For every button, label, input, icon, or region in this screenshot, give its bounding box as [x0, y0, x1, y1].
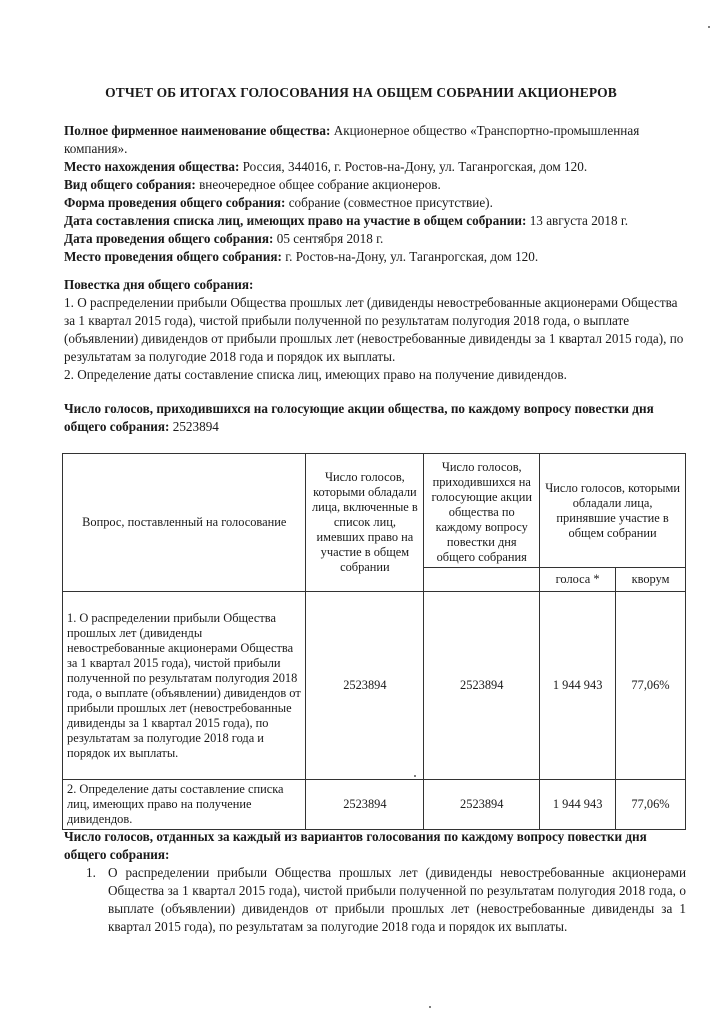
table-row [63, 592, 686, 780]
votes-total-value: 2523894 [169, 419, 219, 434]
options-heading-2: общего собрания: [64, 847, 170, 862]
meeting-place-value: г. Ростов-на-Дону, ул. Таганрогская, дом 120. [281, 249, 539, 264]
votes-total-label-2: общего собрания: [64, 419, 170, 434]
meeting-kind-line [64, 176, 684, 194]
list-date-line [64, 212, 684, 230]
options-heading-1: Число голосов, отданных за каждый из вариантов голосования по каждому вопросу повестки дня [64, 829, 647, 844]
header-per-question-tail [424, 568, 540, 592]
meeting-place-line [64, 248, 684, 266]
location-value: Россия, 344016, г. Ростов-на-Дону, ул. Таганрогская, дом 120. [239, 159, 588, 174]
options-item-number: 1. [86, 865, 96, 880]
location-label: Место нахождения общества: [64, 159, 240, 174]
meeting-form-value: собрание (совместное присутствие). [285, 195, 493, 210]
meeting-kind-label: Вид общего собрания: [64, 177, 196, 192]
scan-speck [414, 775, 416, 777]
agenda-heading: Повестка дня общего собрания: [64, 277, 254, 292]
company-name-line-2: компания». [64, 141, 128, 156]
votes-total-label-1: Число голосов, приходившихся на голосующие акции общества, по каждому вопросу повестки дня [64, 401, 654, 416]
agenda-item-2: 2. Определение даты составление списка лиц, имеющих право на получение дивидендов. [64, 367, 567, 382]
header-votes: голоса * [540, 568, 616, 592]
meeting-date-line [64, 230, 684, 248]
agenda [64, 276, 684, 384]
row-2-quorum: 77,06% [616, 780, 686, 830]
votes-total [64, 400, 684, 436]
header-participated: Число голосов, которыми обладали лица, принявшие участие в общем собрании [540, 454, 686, 568]
meeting-kind-value: внеочередное общее собрание акционеров. [195, 177, 441, 192]
location-line [64, 158, 684, 176]
header-per-question: Число голосов, приходившихся на голосующие акции общества по каждому вопросу повестки дня общего собрания [424, 454, 540, 568]
agenda-item-1-line-3: (объявлении) дивидендов от прибыли прошлых лет (невостребованные дивиденды за 1 квартал 2015 года), по [64, 331, 684, 346]
list-date-label: Дата составления списка лиц, имеющих право на участие в общем собрании: [64, 213, 527, 228]
header-in-list: Число голосов, которыми обладали лица, включенные в список лиц, имевших право на участие в общем собрании [306, 454, 424, 592]
meeting-place-label: Место проведения общего собрания: [64, 249, 282, 264]
header-question: Вопрос, поставленный на голосование [63, 454, 306, 592]
options-section [64, 828, 684, 864]
meeting-form-line [64, 194, 684, 212]
header-quorum: кворум [616, 568, 686, 592]
row-1-per-question: 2523894 [424, 592, 540, 780]
agenda-item-1-line-1: 1. О распределении прибыли Общества прошлых лет (дивиденды невостребованные акционерами Общества [64, 295, 678, 310]
options-item-text: О распределении прибыли Общества прошлых лет (дивиденды невостребованные акционерами Общества за 1 квартал 2015 года), чистой прибыли полученной по результатам полугодия 2018 года, о выплате (объявлении) дивидендов от прибыли прошлых лет (невостребованные дивиденды за 1 квартал 2015 года), по результатам за полугодие 2018 года и порядок их выплаты. [108, 865, 686, 934]
agenda-item-1-line-2: за 1 квартал 2015 года), чистой прибыли полученной по результатам полугодия 2018 года, о выплате [64, 313, 630, 328]
row-2-in-list: 2523894 [306, 780, 424, 830]
table-header-row [63, 454, 686, 568]
table-row [63, 780, 686, 830]
voting-table [62, 453, 686, 830]
row-1-question: 1. О распределении прибыли Общества прошлых лет (дивиденды невостребованные акционерами Общества за 1 квартал 2015 года), чистой прибыли полученной по результатам полугодия 2018 года, о выплате (объявлении) дивидендов от прибыли прошлых лет (невостребованные дивиденды за 1 квартал 2015 года), по результатам за полугодие 2018 года и порядок их выплаты. [63, 592, 306, 780]
row-1-votes: 1 944 943 [540, 592, 616, 780]
row-1-quorum: 77,06% [616, 592, 686, 780]
meeting-date-value: 05 сентября 2018 г. [273, 231, 384, 246]
document-title: ОТЧЕТ ОБ ИТОГАХ ГОЛОСОВАНИЯ НА ОБЩЕМ СОБРАНИИ АКЦИОНЕРОВ [105, 85, 617, 100]
company-name-value: Акционерное общество «Транспортно-промышленная [330, 123, 640, 138]
scan-speck [429, 1006, 431, 1008]
options-list [86, 864, 686, 936]
row-2-votes: 1 944 943 [540, 780, 616, 830]
list-date-value: 13 августа 2018 г. [526, 213, 629, 228]
scan-speck [708, 26, 710, 28]
agenda-item-1-line-4: результатам за полугодие 2018 года и порядок их выплаты. [64, 349, 396, 364]
row-1-in-list: 2523894 [306, 592, 424, 780]
meeting-date-label: Дата проведения общего собрания: [64, 231, 274, 246]
row-2-per-question: 2523894 [424, 780, 540, 830]
company-info [64, 122, 684, 266]
votes-total-line-2 [64, 418, 684, 436]
meeting-form-label: Форма проведения общего собрания: [64, 195, 286, 210]
company-name-label: Полное фирменное наименование общества: [64, 123, 331, 138]
company-name-line [64, 122, 684, 140]
row-2-question: 2. Определение даты составление списка лиц, имеющих право на получение дивидендов. [63, 780, 306, 830]
